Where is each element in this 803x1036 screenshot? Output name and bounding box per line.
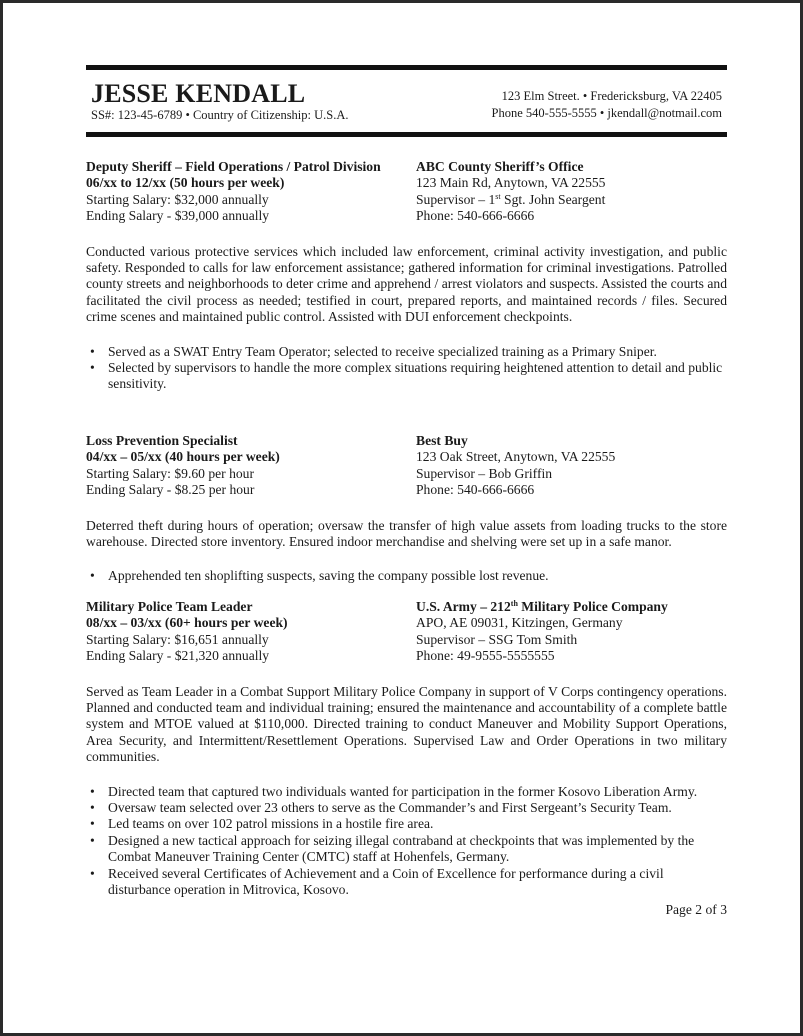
job-details — [86, 433, 416, 499]
starting-salary: Starting Salary: $16,651 annually — [86, 631, 269, 647]
bullet-item: • Received several Certificates of Achievement and a Coin of Excellence for performance during a civil disturbance operation in Mitrovica, Kosovo. — [86, 866, 727, 899]
accomplishments-list — [86, 344, 727, 393]
employer-text: U.S. Army – 212 — [416, 599, 511, 614]
address: 123 Elm Street. • Fredericksburg, VA 22405 — [501, 89, 722, 103]
employer-phone: Phone: 540-666-6666 — [416, 482, 535, 498]
employer-address: 123 Main Rd, Anytown, VA 22555 — [416, 175, 606, 191]
employer-address: APO, AE 09031, Kitzingen, Germany — [416, 615, 623, 631]
accomplishments-list — [86, 568, 727, 584]
bullet-item: • Led teams on over 102 patrol missions in a hostile fire area. — [86, 816, 727, 832]
job-dates: 04/xx – 05/xx (40 hours per week) — [86, 449, 280, 465]
employer-details — [416, 599, 727, 665]
emp-sup-text: th — [510, 599, 518, 608]
supervisor — [416, 466, 727, 482]
top-rule — [86, 65, 727, 70]
job-title: Deputy Sheriff – Field Operations / Patrol Division — [86, 159, 381, 174]
job-title: Loss Prevention Specialist — [86, 433, 238, 448]
ending-salary: Ending Salary - $21,320 annually — [86, 648, 270, 664]
sup-pre-text: Supervisor – SSG Tom Smith — [416, 631, 578, 647]
page-number: Page 2 of 3 — [665, 902, 727, 917]
employer-details — [416, 433, 727, 499]
contact-info — [492, 88, 722, 122]
employer-address: 123 Oak Street, Anytown, VA 22555 — [416, 449, 616, 465]
header-rule — [86, 132, 727, 137]
job-description: Deterred theft during hours of operation; oversaw the transfer of high value assets from loading trucks to the store warehouse. Directed store inventory. Ensured indoor merchandise and shelving were set up in a safe manor. — [86, 517, 727, 550]
bullet-item: • Directed team that captured two individuals wanted for participation in the former Kosovo Liberation Army. — [86, 784, 727, 800]
starting-salary: Starting Salary: $32,000 annually — [86, 191, 269, 207]
employer-text: Best Buy — [416, 433, 468, 448]
employer-name — [416, 599, 668, 614]
job-dates: 06/xx to 12/xx (50 hours per week) — [86, 175, 285, 191]
sup-pre-text: Supervisor – Bob Griffin — [416, 465, 553, 481]
job-description: Conducted various protective services which included law enforcement, criminal activity investigation, and public safety. Responded to calls for law enforcement assistance; gathered information for criminal investigations. Patrolled county streets and neighborhoods to deter crime and apprehend / arrest violators and suspects. Assisted the courts and facilitated the civil process as needed; testified in court, prepared reports, and maintained records / files. Secured crime scenes and maintained public control. Assisted with DUI enforcement checkpoints. — [86, 243, 727, 325]
job-entry — [86, 599, 727, 899]
job-dates: 08/xx – 03/xx (60+ hours per week) — [86, 615, 288, 631]
employer-phone: Phone: 540-666-6666 — [416, 208, 535, 224]
sup-post-text: Sgt. John Seargent — [500, 191, 606, 207]
job-details — [86, 599, 416, 665]
job-entry — [86, 159, 727, 393]
sup-sup-text: st — [495, 191, 501, 201]
starting-salary: Starting Salary: $9.60 per hour — [86, 465, 255, 481]
job-description: Served as Team Leader in a Combat Support Military Police Company in support of V Corps contingency operations. Planned and conducted team and individual training; ensured the maintenance and accountability of a complete battle system and MTOE valued at $110,000. Directed training to conduct Maneuver and Mobility Support Operations, Area Security, and Intermittent/Resettlement Operations. Supervised Law and Order Operations in two military communities. — [86, 683, 727, 765]
bullet-item: • Designed a new tactical approach for seizing illegal contraband at checkpoints that was implemented by the Combat Maneuver Training Center (CMTC) staff at Hohenfels, Germany. — [86, 833, 727, 866]
ss-citizenship: SS#: 123-45-6789 • Country of Citizenship: U.S.A. — [91, 108, 349, 122]
job-entry — [86, 433, 727, 585]
employer-name — [416, 433, 468, 448]
bullet-item: • Served as a SWAT Entry Team Operator; selected to receive specialized training as a Primary Sniper. — [86, 344, 727, 360]
job-details — [86, 159, 416, 225]
emp-post-text: Military Police Company — [517, 599, 668, 614]
sup-pre-text: Supervisor – 1 — [416, 191, 496, 207]
accomplishments-list — [86, 784, 727, 899]
phone-email: Phone 540-555-5555 • jkendall@notmail.com — [491, 106, 722, 120]
bullet-item: • Apprehended ten shoplifting suspects, saving the company possible lost revenue. — [86, 568, 727, 584]
bullet-item: • Selected by supervisors to handle the more complex situations requiring heightened attention to detail and public sensitivity. — [86, 360, 727, 393]
supervisor — [416, 632, 727, 648]
ending-salary: Ending Salary - $8.25 per hour — [86, 482, 255, 498]
applicant-name: JESSE KENDALL — [91, 79, 306, 108]
supervisor — [416, 192, 727, 208]
bullet-item: • Oversaw team selected over 23 others to serve as the Commander’s and First Sergeant’s Security Team. — [86, 800, 727, 816]
job-title: Military Police Team Leader — [86, 599, 253, 614]
ending-salary: Ending Salary - $39,000 annually — [86, 208, 270, 224]
employer-name — [416, 159, 584, 174]
employer-details — [416, 159, 727, 225]
employer-phone: Phone: 49-9555-5555555 — [416, 648, 555, 664]
employer-text: ABC County Sheriff’s Office — [416, 159, 584, 174]
